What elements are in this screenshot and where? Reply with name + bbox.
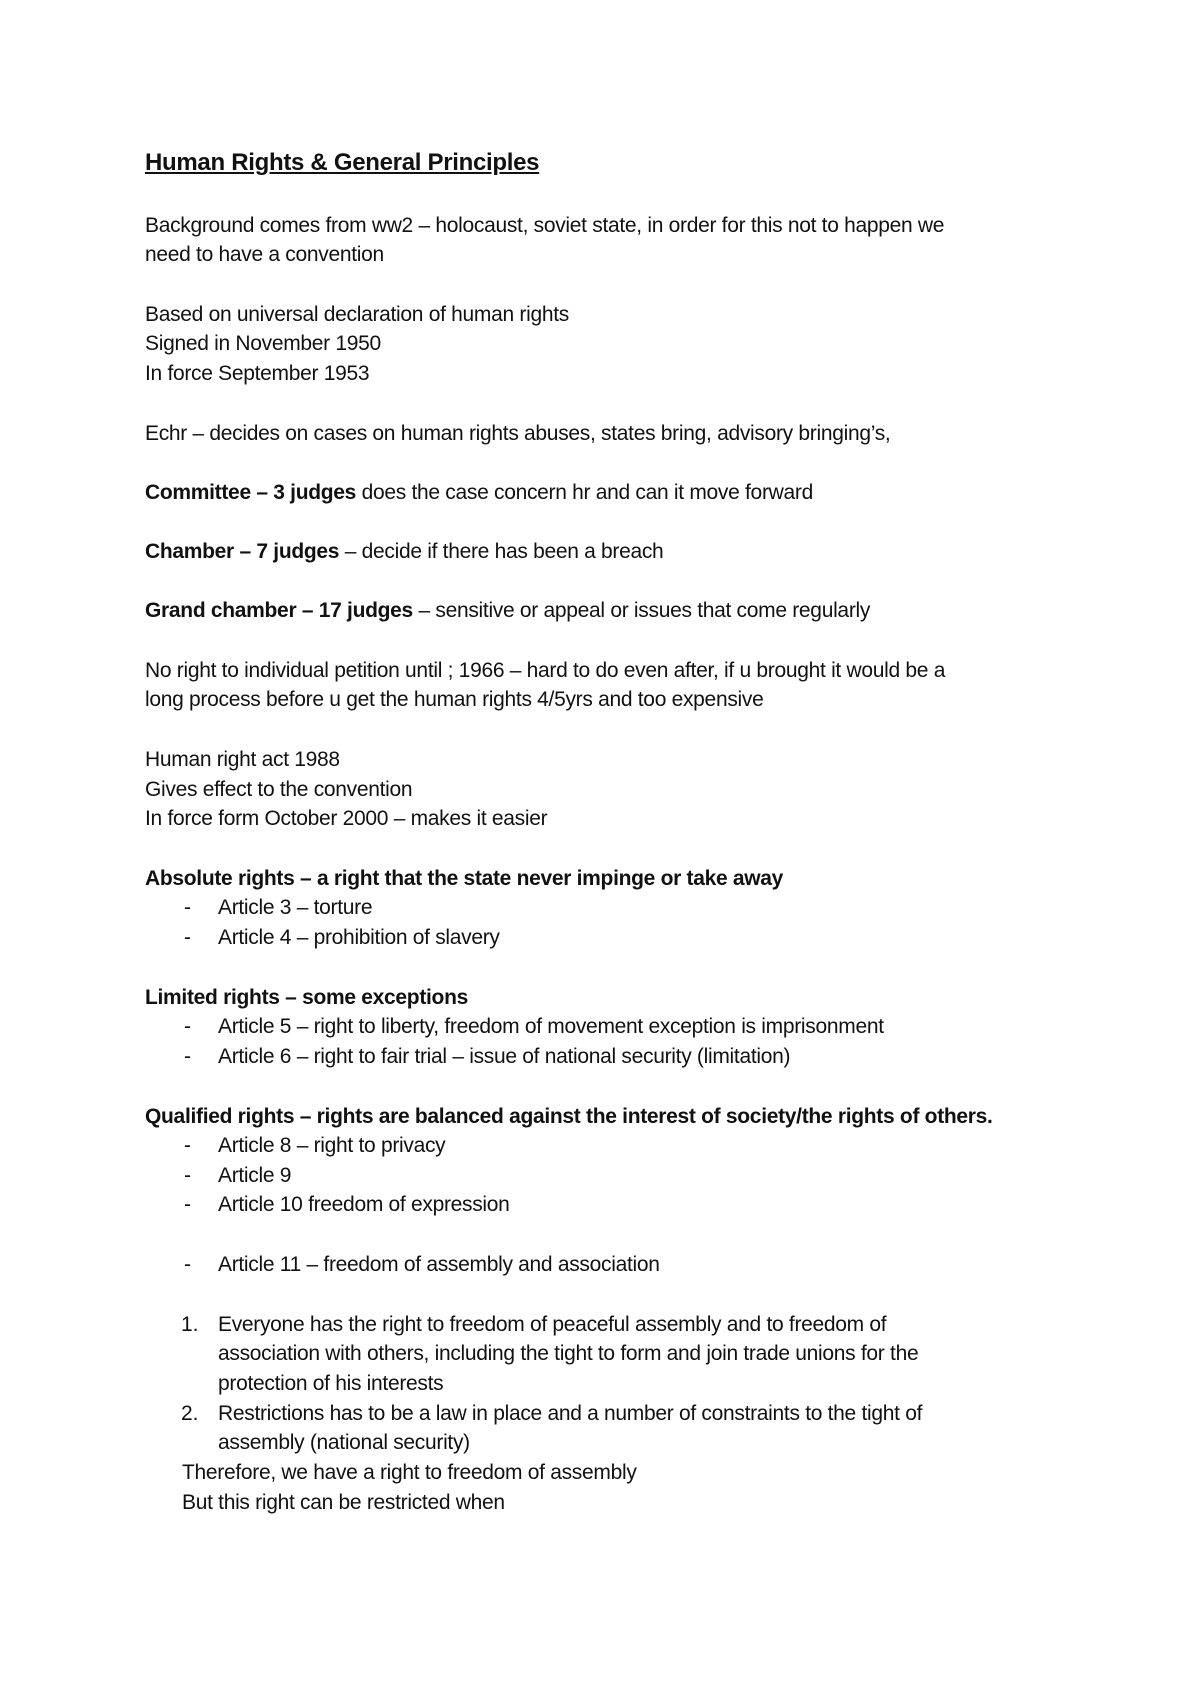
- hra-line-1: Human right act 1988: [145, 748, 340, 771]
- grand-chamber-label: Grand chamber – 17 judges: [145, 599, 413, 622]
- grand-chamber-line: [145, 597, 870, 625]
- numbered-item-2-line-2: assembly (national security): [218, 1431, 470, 1454]
- committee-line: [145, 479, 813, 507]
- qualified-rights-heading: [145, 1103, 993, 1131]
- qualified-item-3: Article 10 freedom of expression: [218, 1193, 510, 1216]
- limited-rights-heading-text: Limited rights – some exceptions: [145, 986, 468, 1009]
- numbered-item-2-line-1: Restrictions has to be a law in place and a number of constraints to the tight of: [218, 1402, 923, 1425]
- committee-text: does the case concern hr and can it move forward: [356, 481, 813, 504]
- chamber-line: [145, 538, 663, 566]
- fact-line-3: In force September 1953: [145, 362, 370, 385]
- absolute-rights-heading-text: Absolute rights – a right that the state never impinge or take away: [145, 867, 784, 890]
- chamber-text: – decide if there has been a breach: [339, 540, 664, 563]
- fact-line-1: Based on universal declaration of human rights: [145, 303, 569, 326]
- intro-line-2: need to have a convention: [145, 243, 384, 266]
- numbered-item-1-line-1: Everyone has the right to freedom of peaceful assembly and to freedom of: [218, 1313, 887, 1336]
- closing-line-2: But this right can be restricted when: [182, 1491, 505, 1514]
- bullet-dash: -: [184, 1015, 191, 1038]
- numbered-item-1-line-2: association with others, including the tight to form and join trade unions for the: [218, 1342, 919, 1365]
- bullet-dash: -: [184, 1134, 191, 1157]
- chamber-label: Chamber – 7 judges: [145, 540, 340, 563]
- petition-line-2: long process before u get the human rights 4/5yrs and too expensive: [145, 688, 764, 711]
- intro-line-1: Background comes from ww2 – holocaust, soviet state, in order for this not to happen we: [145, 214, 945, 237]
- limited-rights-heading: [145, 984, 468, 1012]
- grand-chamber-text: – sensitive or appeal or issues that come regularly: [412, 599, 871, 622]
- limited-item-2: Article 6 – right to fair trial – issue of national security (limitation): [218, 1045, 791, 1068]
- bullet-dash: -: [184, 1253, 191, 1276]
- absolute-item-1: Article 3 – torture: [218, 896, 373, 919]
- list-number-2: 2.: [181, 1402, 199, 1425]
- page-title: Human Rights & General Principles: [145, 149, 540, 176]
- qualified-item-2: Article 9: [218, 1164, 292, 1187]
- absolute-rights-heading: [145, 865, 783, 893]
- qualified-item-4: Article 11 – freedom of assembly and association: [218, 1253, 660, 1276]
- fact-line-2: Signed in November 1950: [145, 332, 381, 355]
- numbered-item-1-line-3: protection of his interests: [218, 1372, 444, 1395]
- hra-line-3: In force form October 2000 – makes it easier: [145, 807, 548, 830]
- limited-item-1: Article 5 – right to liberty, freedom of movement exception is imprisonment: [218, 1015, 884, 1038]
- bullet-dash: -: [184, 1164, 191, 1187]
- bullet-dash: -: [184, 926, 191, 949]
- bullet-dash: -: [184, 1045, 191, 1068]
- hra-line-2: Gives effect to the convention: [145, 778, 413, 801]
- qualified-item-1: Article 8 – right to privacy: [218, 1134, 446, 1157]
- bullet-dash: -: [184, 1193, 191, 1216]
- petition-line-1: No right to individual petition until ; 1966 – hard to do even after, if u brought it would be a: [145, 659, 946, 682]
- qualified-rights-heading-text: Qualified rights – rights are balanced against the interest of society/the rights of others.: [145, 1105, 993, 1128]
- list-number-1: 1.: [181, 1313, 199, 1336]
- committee-label: Committee – 3 judges: [145, 481, 357, 504]
- absolute-item-2: Article 4 – prohibition of slavery: [218, 926, 500, 949]
- echr-line: Echr – decides on cases on human rights abuses, states bring, advisory bringing’s,: [145, 422, 891, 445]
- closing-line-1: Therefore, we have a right to freedom of assembly: [182, 1461, 637, 1484]
- bullet-dash: -: [184, 896, 191, 919]
